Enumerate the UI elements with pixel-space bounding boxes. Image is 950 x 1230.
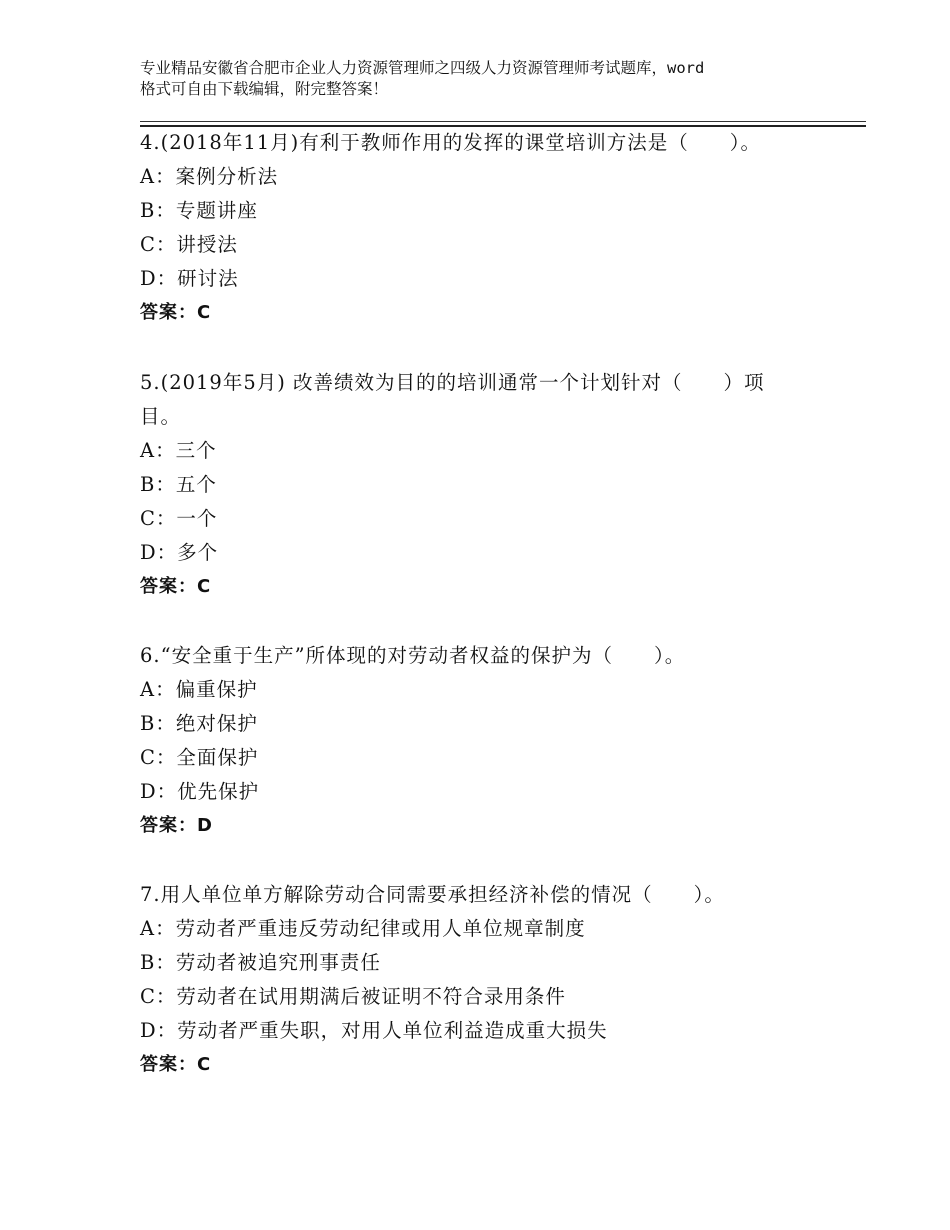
question-5 bbox=[140, 366, 820, 604]
option-c: C：讲授法 bbox=[140, 233, 238, 256]
header-line-2: 格式可自由下载编辑，附完整答案！ bbox=[140, 80, 389, 98]
option-c: C：全面保护 bbox=[140, 746, 259, 769]
answer-label: 答案：C bbox=[140, 302, 212, 323]
option-b: B：五个 bbox=[140, 473, 217, 496]
question-stem: 7.用人单位单方解除劳动合同需要承担经济补偿的情况（ ）。 bbox=[140, 883, 725, 906]
option-d: D：优先保护 bbox=[140, 780, 260, 803]
question-stem: 6.“安全重于生产”所体现的对劳动者权益的保护为（ ）。 bbox=[140, 644, 686, 667]
question-stem: 5.(2019年5月) 改善绩效为目的的培训通常一个计划针对（ ）项 bbox=[140, 371, 765, 394]
document-header bbox=[140, 58, 830, 100]
option-b: B：专题讲座 bbox=[140, 199, 258, 222]
header-rule-thin bbox=[140, 121, 866, 122]
question-stem: 4.(2018年11月)有利于教师作用的发挥的课堂培训方法是（ ）。 bbox=[140, 131, 762, 154]
option-a: A：三个 bbox=[140, 439, 217, 462]
option-b: B：劳动者被追究刑事责任 bbox=[140, 951, 381, 974]
question-6 bbox=[140, 639, 820, 843]
option-a: A：案例分析法 bbox=[140, 165, 279, 188]
answer-label: 答案：D bbox=[140, 815, 213, 836]
option-c: C：劳动者在试用期满后被证明不符合录用条件 bbox=[140, 985, 566, 1008]
option-d: D：劳动者严重失职，对用人单位利益造成重大损失 bbox=[140, 1019, 608, 1042]
option-b: B：绝对保护 bbox=[140, 712, 258, 735]
question-4 bbox=[140, 126, 820, 330]
question-stem-continued: 目。 bbox=[140, 405, 182, 428]
answer-label: 答案：C bbox=[140, 1054, 212, 1075]
question-7 bbox=[140, 878, 820, 1082]
option-a: A：偏重保护 bbox=[140, 678, 258, 701]
option-c: C：一个 bbox=[140, 507, 218, 530]
header-line-1: 专业精品安徽省合肥市企业人力资源管理师之四级人力资源管理师考试题库，word bbox=[140, 59, 705, 77]
option-d: D：研讨法 bbox=[140, 267, 239, 290]
option-a: A：劳动者严重违反劳动纪律或用人单位规章制度 bbox=[140, 917, 586, 940]
option-d: D：多个 bbox=[140, 541, 219, 564]
answer-label: 答案：C bbox=[140, 576, 212, 597]
